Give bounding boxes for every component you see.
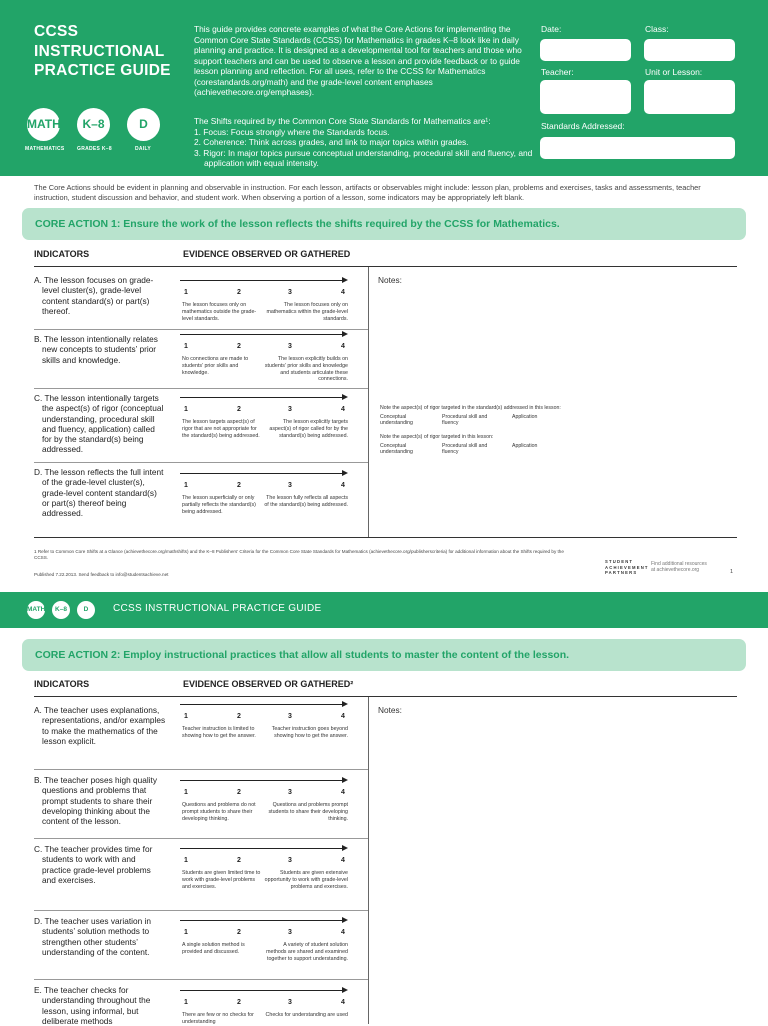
page2-header-band [0, 592, 768, 628]
daily-badge-caption: DAILY [135, 146, 152, 152]
intro-paragraph: This guide provides concrete examples of what the Core Actions for implementing the Common Core State Standards (CCSS) for Mathematics in grades K–8 look like in daily planning and practice. It is designed as a developmental tool for teachers and those who support teachers and can be used to observe a lesson and provide feedback or to guide lesson planning and reflection. For all uses, refer to the CCSS for Mathematics (corestandards.org/math) and the grade-level content emphases (achievethecore.org/emphases). [194, 24, 522, 97]
evidence-header: EVIDENCE OBSERVED OR GATHERED [183, 249, 351, 259]
indicator-1a: A. The lesson focuses on grade-level cluster(s), grade-level content standard(s) or part(s) thereof. [34, 275, 154, 316]
core-action-2-banner: CORE ACTION 2: Employ instructional practices that allow all students to master the content of the lesson. [22, 639, 746, 671]
standards-label: Standards Addressed: [541, 121, 625, 131]
arrow-right-icon [342, 917, 348, 923]
indicator-1b: B. The lesson intentionally relates new concepts to students’ prior skills and knowledge. [34, 334, 158, 365]
indicator-1d: D. The lesson reflects the full intent of the grade-level cluster(s), grade-level content standard(s) or part(s) thereof being addressed. [34, 467, 164, 519]
arrow-right-icon [342, 331, 348, 337]
grade-mini-badge: K–8 [52, 601, 70, 619]
guide-title: CCSS INSTRUCTIONAL PRACTICE GUIDE [34, 23, 171, 79]
notes-label: Notes: [378, 275, 402, 285]
core-actions-intro: The Core Actions should be evident in planning and observable in instruction. For each lesson, artifacts or observables might include: lesson plan, problems and exercises, tasks and assessments, teacher instruction, student discussion and behavior, and student work. When observing a portion of a lesson, some indicators may be appropriately left blank. [34, 183, 701, 202]
class-label: Class: [645, 24, 669, 34]
indicator-2e: E. The teacher checks for understanding throughout the lesson, using informal, but deliberate methods [34, 985, 151, 1026]
teacher-label: Teacher: [541, 67, 574, 77]
student-achievement-partners-logo: STUDENT ACHIEVEMENT PARTNERS [605, 559, 649, 576]
indicator-2a: A. The teacher uses explanations, representations, and/or examples to make the mathematics of the lesson explicit. [34, 705, 166, 746]
grade-badge-caption: GRADES K–8 [77, 146, 112, 152]
published-note: Published 7.22.2013. Send feedback to info@studentsachieve.net [34, 572, 169, 577]
notes-divider [368, 267, 369, 537]
daily-badge: D [127, 108, 160, 141]
arrow-right-icon [342, 277, 348, 283]
arrow-right-icon [342, 845, 348, 851]
indicator-1c: C. The lesson intentionally targets the aspect(s) of rigor (conceptual understanding, procedural skill and fluency, application) called for by the standard(s) being addressed. [34, 393, 164, 455]
math-badge-caption: MATHEMATICS [25, 146, 65, 152]
standards-field[interactable] [540, 137, 735, 159]
math-badge: MATH [27, 108, 60, 141]
resources-note: Find additional resources at achievethecore.org [651, 561, 707, 573]
core-action-1-banner: CORE ACTION 1: Ensure the work of the lesson reflects the shifts required by the CCSS for Mathematics. [22, 208, 746, 240]
arrow-right-icon [342, 777, 348, 783]
teacher-field[interactable] [540, 80, 631, 114]
indicator-2c: C. The teacher provides time for students to work with and practice grade-level problems and exercises. [34, 844, 153, 885]
page2-title: CCSS INSTRUCTIONAL PRACTICE GUIDE [113, 603, 322, 614]
notes-label-2: Notes: [378, 705, 402, 715]
shifts-list: The Shifts required by the Common Core State Standards for Mathematics are¹: 1. Focus: Focus strongly where the Standards focus. 2. Coherence: Think across grades, and link to major topics within grades. 3. Rigor: In major topics pursue conceptual understanding, procedural skill and fluency, and application with equal intensity. [194, 116, 533, 168]
arrow-right-icon [342, 987, 348, 993]
unit-field[interactable] [644, 80, 735, 114]
unit-label: Unit or Lesson: [645, 67, 703, 77]
arrow-right-icon [342, 394, 348, 400]
math-mini-badge: MATH [27, 601, 45, 619]
header-band [0, 0, 768, 176]
daily-mini-badge: D [77, 601, 95, 619]
page-number: 1 [730, 569, 734, 575]
table-header-rule [34, 266, 737, 267]
indicators-header-2: INDICATORS [34, 679, 90, 689]
evidence-header-2: EVIDENCE OBSERVED OR GATHERED² [183, 679, 354, 689]
arrow-right-icon [342, 701, 348, 707]
indicator-2d: D. The teacher uses variation in students’ solution methods to strengthen other students’ understanding of the content. [34, 916, 151, 957]
class-field[interactable] [644, 39, 735, 61]
arrow-right-icon [342, 470, 348, 476]
footnote: 1 Refer to Common Core Shifts at a Glance (achievethecore.org/mathshifts) and the K–8 Publishers’ Criteria for the Common Core State Standards for Mathematics (achievethecore.org/publisherscriteria) for additional information about the Shifts required by the CCSS. [34, 549, 564, 560]
grade-badge: K–8 [77, 108, 110, 141]
date-field[interactable] [540, 39, 631, 61]
indicator-2b: B. The teacher poses high quality questions and problems that prompt students to share their developing thinking about the content of the lesson. [34, 775, 157, 827]
indicators-header: INDICATORS [34, 249, 90, 259]
date-label: Date: [541, 24, 562, 34]
